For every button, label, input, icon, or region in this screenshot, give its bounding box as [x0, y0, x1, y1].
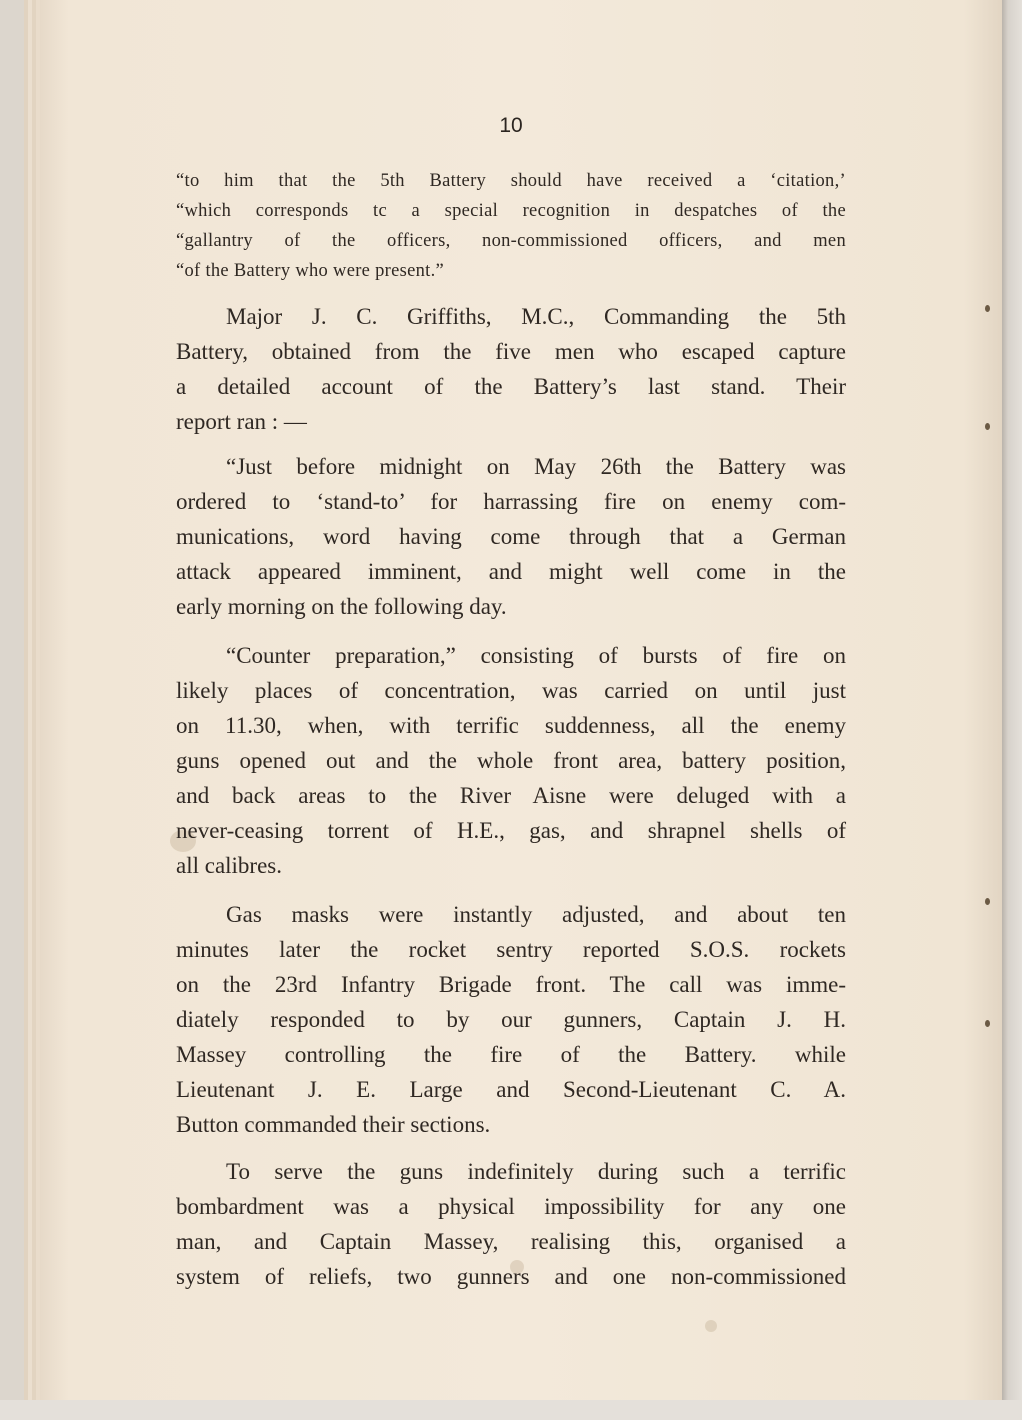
text-line: “Counter preparation,” consisting of bursts of fire on [226, 643, 846, 668]
text-line: munications, word having come through that a German [176, 524, 846, 549]
binding-hole-mark [985, 1020, 990, 1027]
text-line: Button commanded their sections. [176, 1112, 491, 1137]
text-line: bombardment was a physical impossibility for any one [176, 1194, 846, 1219]
text-line: diately responded to by our gunners, Captain J. H. [176, 1007, 846, 1032]
text-line: all calibres. [176, 853, 283, 878]
paragraph-gas-masks [176, 897, 846, 1142]
page-number: 10 [499, 114, 523, 137]
text-line: “gallantry of the officers, non-commissioned officers, and men [176, 231, 846, 251]
paper-stain [705, 1320, 717, 1332]
text-line: Battery, obtained from the five men who escaped capture [176, 339, 846, 364]
text-line: To serve the guns indefinitely during such a terrific [226, 1159, 846, 1184]
body-text [176, 166, 846, 1294]
scanner-background [1002, 0, 1022, 1420]
binding-hole-mark [985, 305, 990, 312]
text-line: a detailed account of the Battery’s last stand. Their [176, 374, 846, 399]
scanner-background [0, 1400, 1022, 1420]
text-line: on 11.30, when, with terrific suddenness, all the enemy [176, 713, 846, 738]
text-line: ordered to ‘stand-to’ for harrassing fire on enemy com- [176, 489, 846, 514]
paragraph-griffiths [176, 299, 846, 439]
paragraph-quote-end [176, 166, 846, 286]
paragraph-midnight [176, 449, 846, 624]
text-line: “which corresponds tc a special recognition in despatches of the [176, 201, 846, 221]
text-line: “of the Battery who were present.” [176, 261, 445, 281]
text-line: Massey controlling the fire of the Battery. while [176, 1042, 846, 1067]
text-line: likely places of concentration, was carried on until just [176, 678, 846, 703]
paragraph-serve-guns [176, 1154, 846, 1294]
text-line: “to him that the 5th Battery should have received a ‘citation,’ [176, 171, 846, 191]
binding-hole-mark [985, 898, 990, 905]
text-line: and back areas to the River Aisne were deluged with a [176, 783, 846, 808]
text-line: early morning on the following day. [176, 594, 507, 619]
text-line: minutes later the rocket sentry reported S.O.S. rockets [176, 937, 846, 962]
text-line: man, and Captain Massey, realising this, organised a [176, 1229, 846, 1254]
text-line: Gas masks were instantly adjusted, and about ten [226, 902, 846, 927]
binding-hole-mark [985, 423, 990, 430]
text-line: attack appeared imminent, and might well come in the [176, 559, 846, 584]
text-line: report ran : — [176, 409, 307, 434]
text-line: never-ceasing torrent of H.E., gas, and shrapnel shells of [176, 818, 846, 843]
text-line: on the 23rd Infantry Brigade front. The call was imme- [176, 972, 846, 997]
text-line: guns opened out and the whole front area, battery position, [176, 748, 846, 773]
text-line: “Just before midnight on May 26th the Battery was [226, 454, 846, 479]
page-stack-edge [24, 0, 40, 1400]
paragraph-counter-preparation [176, 638, 846, 883]
text-line: Major J. C. Griffiths, M.C., Commanding the 5th [226, 304, 846, 329]
text-line: Lieutenant J. E. Large and Second-Lieutenant C. A. [176, 1077, 846, 1102]
text-line: system of reliefs, two gunners and one non-commissioned [176, 1264, 846, 1289]
